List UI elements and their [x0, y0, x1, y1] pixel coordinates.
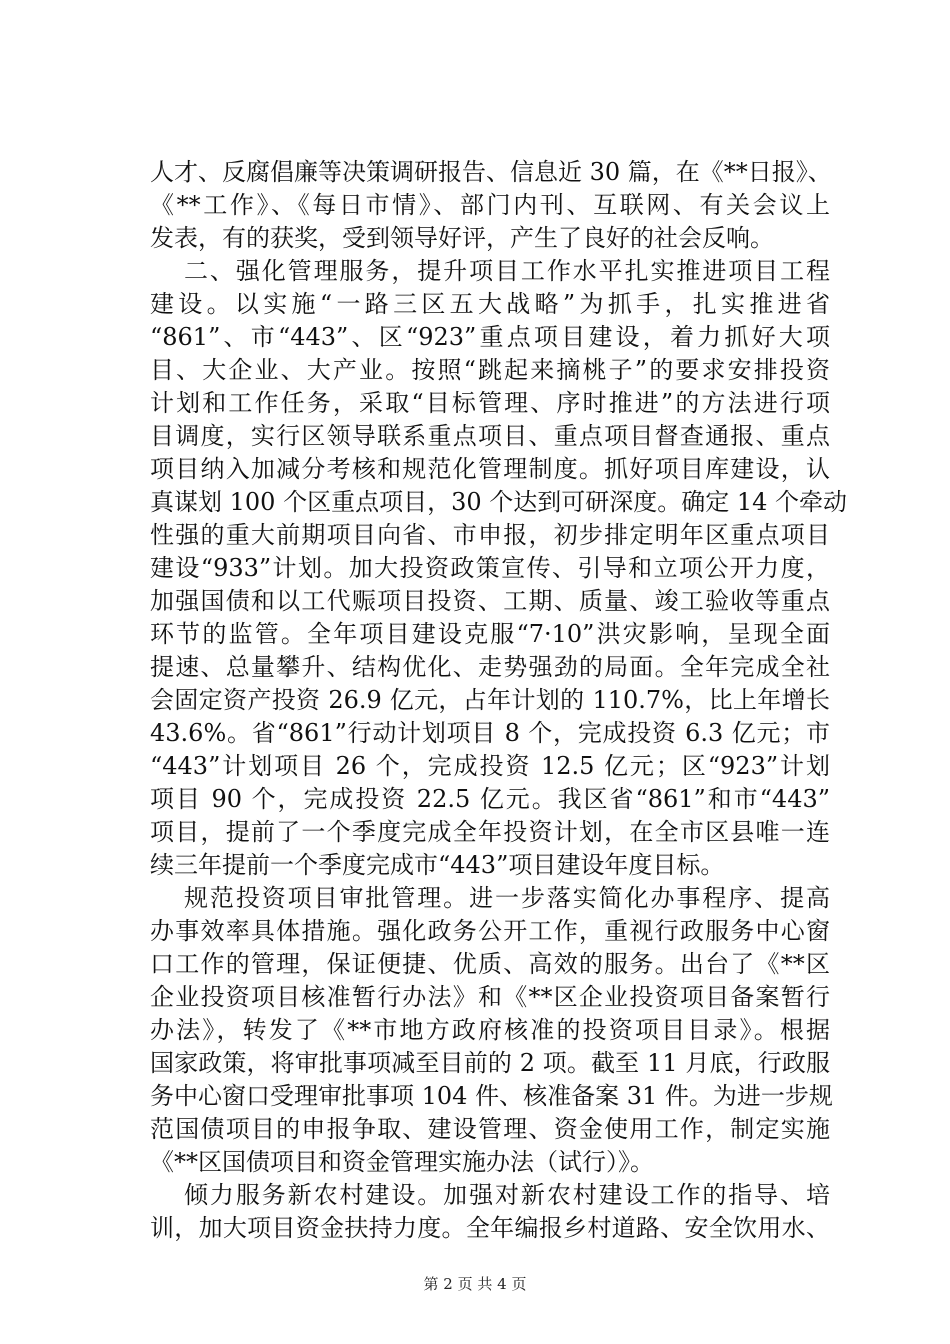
text-line: 规范投资项目审批管理。进一步落实简化办事程序、提高: [184, 884, 830, 912]
text-line: 计划和工作任务，采取“目标管理、序时推进”的方法进行项: [150, 389, 830, 417]
text-line: 会固定资产投资 26.9 亿元，占年计划的 110.7%，比上年增长: [150, 686, 830, 714]
text-line: 发表，有的获奖，受到领导好评，产生了良好的社会反响。: [150, 224, 774, 252]
page-number-label: 第 2 页 共 4 页: [423, 1275, 527, 1293]
text-line: 项目 90 个，完成投资 22.5 亿元。我区省“861”和市“443”: [150, 785, 830, 813]
text-line: 倾力服务新农村建设。加强对新农村建设工作的指导、培: [184, 1181, 830, 1209]
text-line: “861”、市“443”、区“923”重点项目建设，着力抓好大项: [150, 323, 830, 351]
text-line: 目、大企业、大产业。按照“跳起来摘桃子”的要求安排投资: [150, 356, 830, 384]
text-line: 办法》，转发了《**市地方政府核准的投资项目目录》。根据: [150, 1016, 830, 1044]
page-footer: [0, 1274, 950, 1294]
text-line: 二、强化管理服务，提升项目工作水平扎实推进项目工程: [184, 257, 830, 285]
text-line: 建设。以实施“一路三区五大战略”为抓手，扎实推进省: [150, 290, 830, 318]
text-line: 企业投资项目核准暂行办法》和《**区企业投资项目备案暂行: [150, 983, 830, 1011]
text-line: 国家政策，将审批事项减至目前的 2 项。截至 11 月底，行政服: [150, 1049, 830, 1077]
text-line: 务中心窗口受理审批事项 104 件、核准备案 31 件。为进一步规: [150, 1082, 833, 1110]
document-body: [150, 156, 848, 1245]
text-line: 办事效率具体措施。强化政务公开工作，重视行政服务中心窗: [150, 917, 830, 945]
text-line: 提速、总量攀升、结构优化、走势强劲的局面。全年完成全社: [150, 653, 830, 681]
text-line: 项目纳入加减分考核和规范化管理制度。抓好项目库建设，认: [150, 455, 830, 483]
text-line: 环节的监管。全年项目建设克服“7·10”洪灾影响，呈现全面: [150, 620, 830, 648]
text-line: 口工作的管理，保证便捷、优质、高效的服务。出台了《**区: [150, 950, 830, 978]
text-line: 43.6%。省“861”行动计划项目 8 个，完成投资 6.3 亿元；市: [150, 719, 830, 747]
text-line: 《**工作》、《每日市情》、部门内刊、互联网、有关会议上: [150, 191, 830, 219]
text-line: 范国债项目的申报争取、建设管理、资金使用工作，制定实施: [150, 1115, 830, 1143]
text-line: 人才、反腐倡廉等决策调研报告、信息近 30 篇，在《**日报》、: [150, 158, 832, 186]
text-line: 《**区国债项目和资金管理实施办法（试行）》。: [150, 1148, 654, 1176]
text-line: 目调度，实行区领导联系重点项目、重点项目督查通报、重点: [150, 422, 830, 450]
text-line: 真谋划 100 个区重点项目，30 个达到可研深度。确定 14 个牵动: [150, 488, 848, 516]
text-line: 续三年提前一个季度完成市“443”项目建设年度目标。: [150, 851, 725, 879]
text-line: 建设“933”计划。加大投资政策宣传、引导和立项公开力度，: [150, 554, 830, 582]
text-line: 加强国债和以工代赈项目投资、工期、质量、竣工验收等重点: [150, 587, 830, 615]
text-line: 性强的重大前期项目向省、市申报，初步排定明年区重点项目: [150, 521, 830, 549]
text-line: 项目，提前了一个季度完成全年投资计划，在全市区县唯一连: [150, 818, 830, 846]
text-line: “443”计划项目 26 个，完成投资 12.5 亿元；区“923”计划: [150, 752, 830, 780]
text-line: 训，加大项目资金扶持力度。全年编报乡村道路、安全饮用水、: [150, 1214, 830, 1242]
